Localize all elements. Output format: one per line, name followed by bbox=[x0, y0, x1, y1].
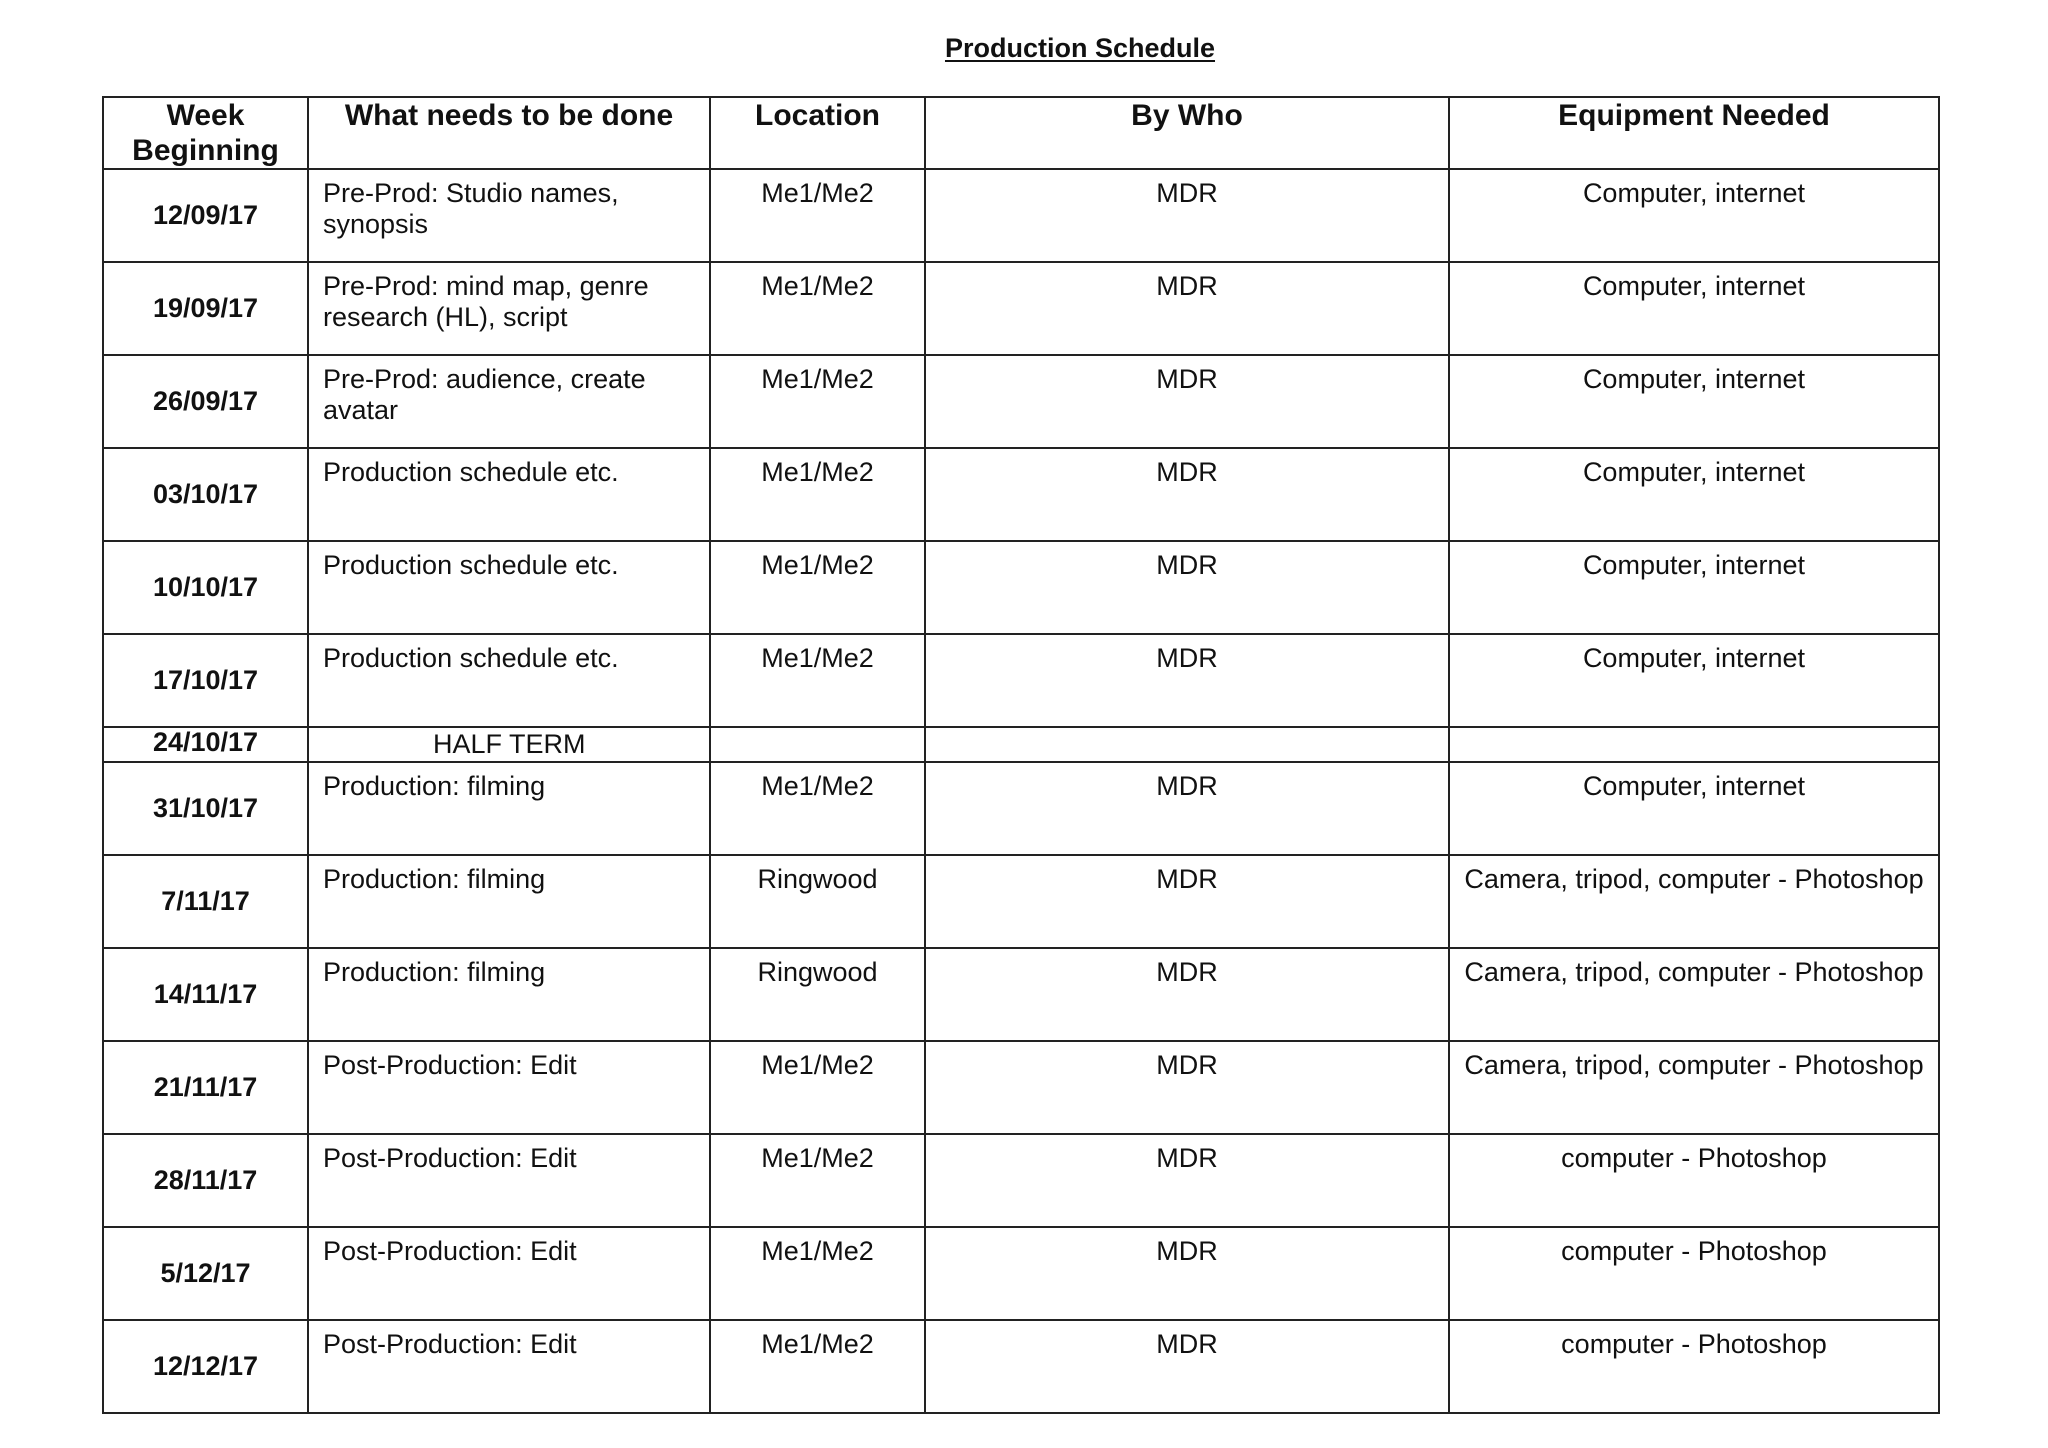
table-row bbox=[103, 948, 1939, 1041]
table-row bbox=[103, 1134, 1939, 1227]
who-cell: MDR bbox=[925, 1227, 1449, 1320]
task-cell: Pre-Prod: mind map, genre research (HL), script bbox=[308, 262, 710, 355]
task-cell: Production schedule etc. bbox=[308, 541, 710, 634]
equipment-cell: computer - Photoshop bbox=[1449, 1134, 1939, 1227]
location-cell: Me1/Me2 bbox=[710, 1320, 925, 1413]
equipment-cell: computer - Photoshop bbox=[1449, 1227, 1939, 1320]
task-cell: Post-Production: Edit bbox=[308, 1227, 710, 1320]
who-cell: MDR bbox=[925, 1041, 1449, 1134]
who-cell: MDR bbox=[925, 169, 1449, 262]
who-cell: MDR bbox=[925, 948, 1449, 1041]
week-cell: 24/10/17 bbox=[103, 727, 308, 762]
location-cell: Me1/Me2 bbox=[710, 1041, 925, 1134]
week-cell: 10/10/17 bbox=[103, 541, 308, 634]
column-header-equipment: Equipment Needed bbox=[1449, 97, 1939, 169]
location-cell: Me1/Me2 bbox=[710, 448, 925, 541]
equipment-cell: Computer, internet bbox=[1449, 169, 1939, 262]
who-cell bbox=[925, 727, 1449, 762]
week-cell: 14/11/17 bbox=[103, 948, 308, 1041]
table-row bbox=[103, 448, 1939, 541]
equipment-cell: Camera, tripod, computer - Photoshop bbox=[1449, 855, 1939, 948]
task-cell: Production: filming bbox=[308, 762, 710, 855]
week-cell: 17/10/17 bbox=[103, 634, 308, 727]
equipment-cell: Computer, internet bbox=[1449, 762, 1939, 855]
location-cell bbox=[710, 727, 925, 762]
equipment-cell: Computer, internet bbox=[1449, 355, 1939, 448]
location-cell: Me1/Me2 bbox=[710, 169, 925, 262]
week-cell: 28/11/17 bbox=[103, 1134, 308, 1227]
table-row bbox=[103, 541, 1939, 634]
who-cell: MDR bbox=[925, 762, 1449, 855]
table-row bbox=[103, 355, 1939, 448]
table-row bbox=[103, 634, 1939, 727]
task-cell: Production: filming bbox=[308, 948, 710, 1041]
location-cell: Me1/Me2 bbox=[710, 1134, 925, 1227]
week-cell: 26/09/17 bbox=[103, 355, 308, 448]
who-cell: MDR bbox=[925, 262, 1449, 355]
production-schedule-table bbox=[102, 96, 1940, 1414]
who-cell: MDR bbox=[925, 355, 1449, 448]
column-header-who: By Who bbox=[925, 97, 1449, 169]
week-cell: 12/09/17 bbox=[103, 169, 308, 262]
equipment-cell: computer - Photoshop bbox=[1449, 1320, 1939, 1413]
equipment-cell: Camera, tripod, computer - Photoshop bbox=[1449, 948, 1939, 1041]
page-title: Production Schedule bbox=[944, 33, 1216, 63]
week-cell: 31/10/17 bbox=[103, 762, 308, 855]
task-cell: Production schedule etc. bbox=[308, 634, 710, 727]
equipment-cell: Computer, internet bbox=[1449, 448, 1939, 541]
location-cell: Ringwood bbox=[710, 855, 925, 948]
location-cell: Me1/Me2 bbox=[710, 634, 925, 727]
table-row bbox=[103, 169, 1939, 262]
location-cell: Me1/Me2 bbox=[710, 355, 925, 448]
column-header-week: Week Beginning bbox=[103, 97, 308, 169]
week-cell: 12/12/17 bbox=[103, 1320, 308, 1413]
table-row bbox=[103, 855, 1939, 948]
equipment-cell: Computer, internet bbox=[1449, 541, 1939, 634]
table-row bbox=[103, 1320, 1939, 1413]
task-cell: Post-Production: Edit bbox=[308, 1134, 710, 1227]
task-cell: Pre-Prod: audience, create avatar bbox=[308, 355, 710, 448]
equipment-cell bbox=[1449, 727, 1939, 762]
table-row-half-term bbox=[103, 727, 1939, 762]
task-cell: Post-Production: Edit bbox=[308, 1041, 710, 1134]
location-cell: Me1/Me2 bbox=[710, 762, 925, 855]
location-cell: Me1/Me2 bbox=[710, 541, 925, 634]
location-cell: Me1/Me2 bbox=[710, 262, 925, 355]
task-cell: Production schedule etc. bbox=[308, 448, 710, 541]
who-cell: MDR bbox=[925, 1134, 1449, 1227]
who-cell: MDR bbox=[925, 634, 1449, 727]
task-cell: Pre-Prod: Studio names, synopsis bbox=[308, 169, 710, 262]
task-cell: Post-Production: Edit bbox=[308, 1320, 710, 1413]
who-cell: MDR bbox=[925, 541, 1449, 634]
location-cell: Me1/Me2 bbox=[710, 1227, 925, 1320]
table-row bbox=[103, 262, 1939, 355]
week-cell: 21/11/17 bbox=[103, 1041, 308, 1134]
equipment-cell: Camera, tripod, computer - Photoshop bbox=[1449, 1041, 1939, 1134]
column-header-task: What needs to be done bbox=[308, 97, 710, 169]
column-header-location: Location bbox=[710, 97, 925, 169]
task-cell: HALF TERM bbox=[308, 727, 710, 762]
week-cell: 03/10/17 bbox=[103, 448, 308, 541]
week-cell: 7/11/17 bbox=[103, 855, 308, 948]
table-header-row bbox=[103, 97, 1939, 169]
week-cell: 19/09/17 bbox=[103, 262, 308, 355]
who-cell: MDR bbox=[925, 1320, 1449, 1413]
equipment-cell: Computer, internet bbox=[1449, 634, 1939, 727]
who-cell: MDR bbox=[925, 448, 1449, 541]
equipment-cell: Computer, internet bbox=[1449, 262, 1939, 355]
table-row bbox=[103, 762, 1939, 855]
task-cell: Production: filming bbox=[308, 855, 710, 948]
table-row bbox=[103, 1227, 1939, 1320]
table-row bbox=[103, 1041, 1939, 1134]
who-cell: MDR bbox=[925, 855, 1449, 948]
week-cell: 5/12/17 bbox=[103, 1227, 308, 1320]
location-cell: Ringwood bbox=[710, 948, 925, 1041]
